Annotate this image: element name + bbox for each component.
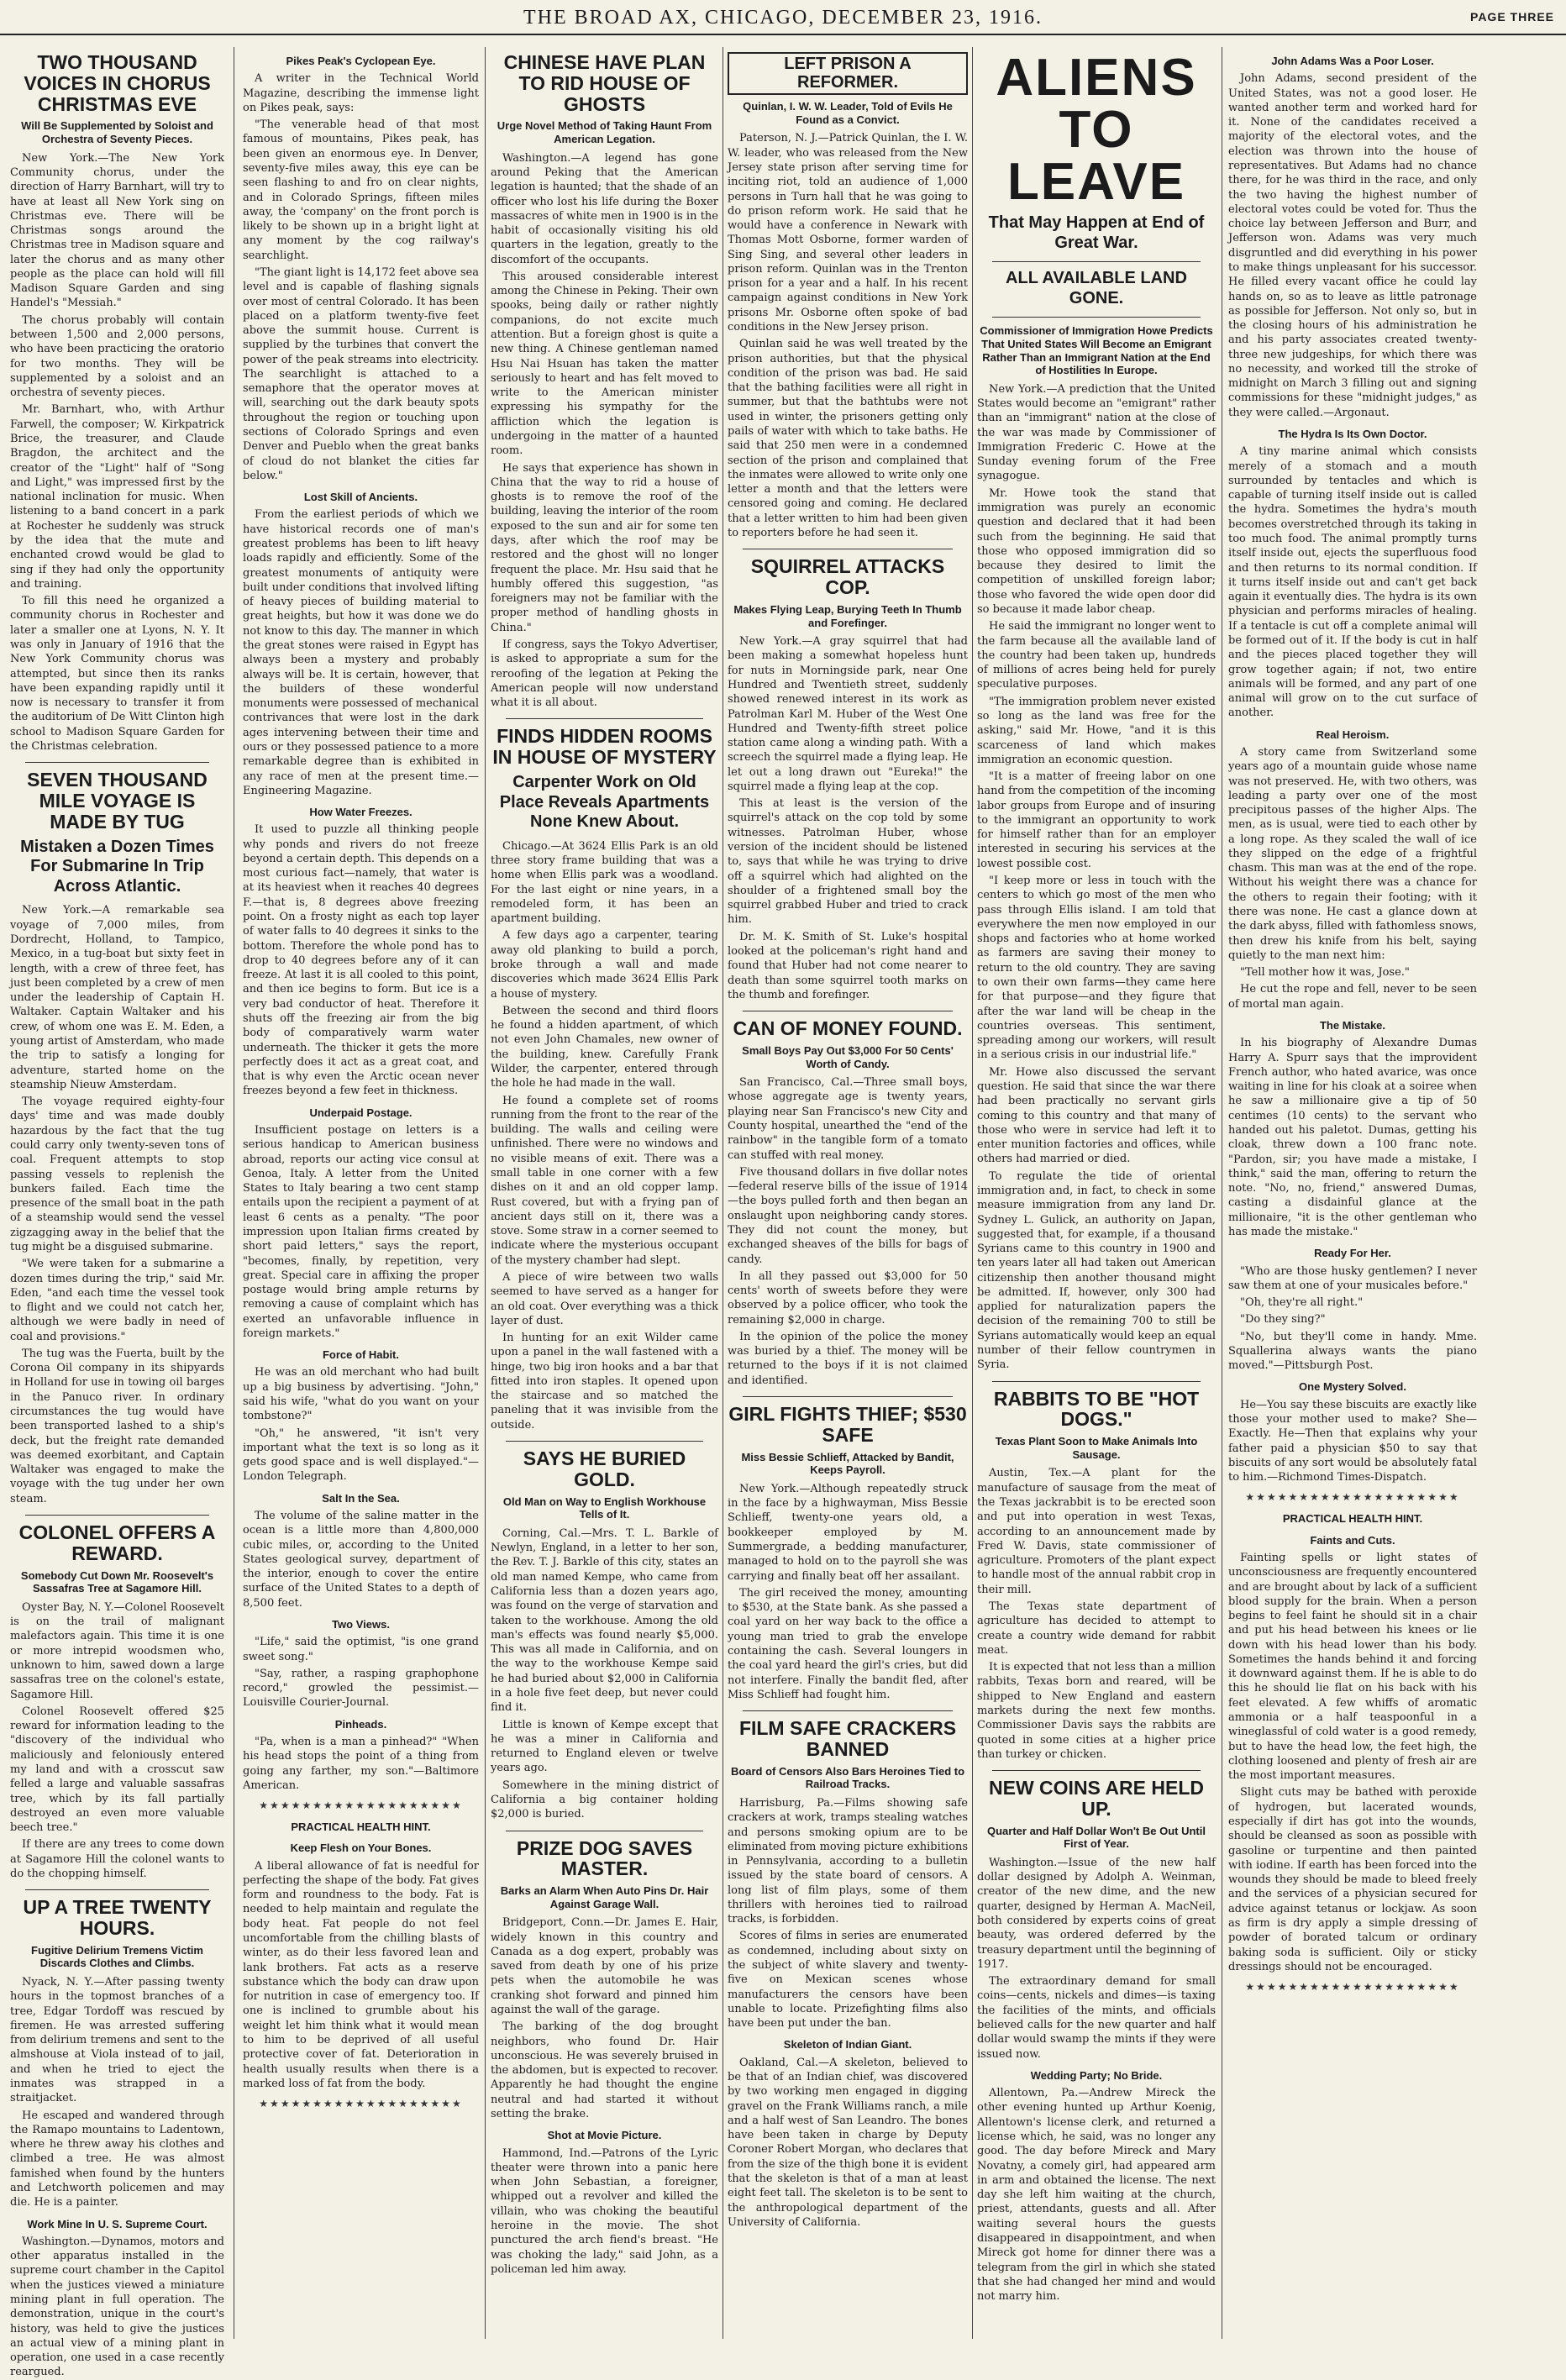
paragraph: The extraordinary demand for small coins—cents, nickels and dimes—is taxing the facilities of the mints, and officials believed calls for the new quarter and half dollar would swamp the mints if they were issued now. <box>977 1975 1216 2061</box>
paragraph: New York.—A remarkable sea voyage of 7,000 miles, from Dordrecht, Holland, to Tampico, Mexico, in a tug-boat but sixty feet in length, with a crew of three feet, has just been completed by a crew of men under the leadership of Captain H. Waltaker. Captain Waltaker and his crew, of whom one was E. M. Eden, a young artist of Amsterdam, who made the trip to satisfy a longing for adventure, started home on the steamship Nieuw Amsterdam. <box>10 904 224 1091</box>
paragraph: In all they passed out $3,000 for 50 cents' worth of sweets before they were observed by a police officer, who took the remaining $2,000 in charge. <box>728 1269 968 1327</box>
paragraph: John Adams, second president of the United States, was not a good loser. He wanted another term and worked hard for it. None of the candidates received a majority of the electoral votes, and the election was thrown into the house of representatives. But Adams had no chance there, for he was third in the race, and only the two having the highest number of electoral votes could be voted for. Thus the choice lay between Jefferson and Burr, and Jefferson won. Adams was very much disgruntled and did everything in his power to make things unpleasant for his successor. He filled every vacant office he could lay hands on, so as to leave as little patronage as possible for Jefferson. Not only so, but in the closing hours of his administration he and his party associates created twenty-three new judgeships, for which there was no necessity, and worked till the stroke of midnight on March 3 filling out and signing commissions for these "midnight judges," as they were called.—Argonaut. <box>1228 72 1477 419</box>
deck: That May Happen at End of Great War. <box>988 213 1205 252</box>
paragraph: Between the second and third floors he found a hidden apartment, of which not even John Chamales, new owner of the building, knew. Carefully Frank Wilder, the carpenter, entered through the hole he had made in the wall. <box>491 1004 718 1090</box>
paragraph: New York.—A prediction that the United States would become an "emigrant" rather than an "immigrant" nation at the close of the war was made by Commissioner of Immigration Frederic C. Howe at the Sunday evening forum of the Free synagogue. <box>977 382 1216 483</box>
divider <box>743 1710 953 1711</box>
subhead: Small Boys Pay Out $3,000 For 50 Cents' Worth of Candy. <box>742 1043 954 1070</box>
section-title: Real Heroism. <box>1316 728 1390 741</box>
headline: RABBITS TO BE "HOT DOGS." <box>993 1387 1200 1431</box>
paragraph: Little is known of Kempe except that he was a miner in California and returned to England eleven or twelve years ago. <box>491 1718 718 1775</box>
paragraph: "Tell mother how it was, Jose." <box>1240 966 1410 980</box>
paragraph: It is expected that not less than a million rabbits, Texas born and reared, will be shipped to New England and eastern markets during the next few months. Commissioner Davis says the rabbits are quoted in some cities at a higher price than turkey or chicken. <box>977 1661 1216 1761</box>
paragraph: He was an old merchant who had built up a big business by advertising. "John," said his wife, "what do you want on your tombstone?" <box>243 1366 479 1423</box>
section-title: Skeleton of Indian Giant. <box>783 2038 912 2052</box>
paragraph: The barking of the dog brought neighbors, who found Dr. Hair unconscious. He was severely bruised in the abdomen, but is expected to recover. Apparently he had thought the engine neutral and had started it without setting the brake. <box>491 2020 718 2121</box>
column-6 <box>1228 47 1477 2339</box>
paragraph: This at least is the version of the squirrel's attack on the cop told by some witnesses. Patrolman Huber, whose version of the incident should be listened to, says that while he was trying to drive off a squirrel which had alighted on the shoulder of a frightened small boy the squirrel grabbed Huber and tried to crack him. <box>728 797 968 927</box>
section-title: Wedding Party; No Bride. <box>1030 2068 1163 2082</box>
subhead: Somebody Cut Down Mr. Roosevelt's Sassafras Tree at Sagamore Hill. <box>20 1568 214 1595</box>
subhead: Barks an Alarm When Auto Pins Dr. Hair Against Garage Wall. <box>500 1884 709 1910</box>
paragraph: "Do they sing?" <box>1240 1313 1326 1327</box>
section-title: Pinheads. <box>334 1717 387 1731</box>
section-title: PRACTICAL HEALTH HINT. <box>1282 1512 1423 1526</box>
subhead: Will Be Supplemented by Soloist and Orchestra of Seventy Pieces. <box>21 119 213 146</box>
section-title: Underpaid Postage. <box>309 1106 413 1119</box>
paragraph: "The venerable head of that most famous of mountains, Pikes peak, has been given an enormous eye. In Denver, seventy-five miles away, this eye can be seen flashing to and fro on clear nights, and in Colorado Springs, fifteen miles away, the 'company' on the front porch is likely to be shown up in a bright light at any moment by the cog railway's searchlight. <box>243 118 479 262</box>
subhead: Quinlan, I. W. W. Leader, Told of Evils He Found as a Convict. <box>743 100 953 126</box>
paragraph: A liberal allowance of fat is needful for perfecting the shape of the body. Fat gives form and roundness to the body. Fat is needed to help maintain and regulate the body heat. Fat people do not feel uncomfortable from the chilling blasts of winter, as do their less favored lean and lank brothers. Fat acts as a reserve substance which the body can draw upon for nutrition in case of emergency too. If one is inclined to grumble about his weight let him think what it would mean to him to be deprived of all useful protective cover of fat. Deterioration in health usually results when there is a marked loss of fat from the body. <box>243 1859 479 2090</box>
paragraph: "Pa, when is a man a pinhead?" "When his head stops the point of a thing from going any farther, my son."—Baltimore American. <box>243 1735 479 1792</box>
section-title: Faints and Cuts. <box>1310 1533 1395 1547</box>
headline: SAYS HE BURIED GOLD. <box>523 1447 686 1490</box>
section-title: Force of Habit. <box>322 1348 399 1362</box>
divider <box>506 718 703 719</box>
star-divider: ★★★★★★★★★★★★★★★★★★★★ <box>1245 1491 1460 1504</box>
subhead: Board of Censors Also Bars Heroines Tied to Railroad Tracks. <box>730 1764 965 1791</box>
page-number: PAGE THREE <box>1470 10 1554 24</box>
headline: TWO THOUSAND VOICES IN CHORUS CHRISTMAS EVE <box>24 51 211 115</box>
headline: COLONEL OFFERS A REWARD. <box>18 1521 216 1564</box>
paragraph: Mr. Barnhart, who, with Arthur Farwell, the composer; W. Kirkpatrick Brice, the treasurer, and Claude Bragdon, the architect and the creator of the "Light" half of "Song and Light," was impressed first by the national inclination for music. When listening to a band concert in a park at Rochester he suddenly was struck by the idea that the mute and enchanted crowd would be glad to sing if they had only the opportunity and training. <box>10 403 224 591</box>
paragraph: Paterson, N. J.—Patrick Quinlan, the I. W. W. leader, who was released from the New Jersey state prison after serving time for inciting riot, told an audience of 1,000 persons in Turn hall that he was going to do prison reform work. He said that he would have a conference in Newark with Thomas Mott Osborne, former warden of Sing Sing, and several other leaders in prison reform. Quinlan was in the Trenton prison for a year and a half. In his recent campaign against conditions in New York prisons Mr. Osborne often spoke of bad conditions in the New Jersey prison. <box>728 132 968 334</box>
paragraph: Dr. M. K. Smith of St. Luke's hospital looked at the policeman's right hand and found that Huber had not come nearer to death than some squirrel tooth marks on the thumb and forefinger. <box>728 930 968 1001</box>
paragraph: In hunting for an exit Wilder came upon a panel in the wall fastened with a hinge, two big iron hooks and a bar that fitted into iron staples. It opened upon the staircase and so matched the paneling that it was invisible from the outside. <box>491 1332 718 1432</box>
paragraph: The girl received the money, amounting to $530, at the State bank. As she passed a coal yard on her way back to the office a young man tried to grab the envelope containing the cash. Several loungers in the coal yard heard the girl's cries, but did not interfere. Finally the bandit fled, after Miss Schlieff had fought him. <box>728 1586 968 1701</box>
column-4 <box>728 47 968 2339</box>
paragraph: "It is a matter of freeing labor on one hand from the competition of the incoming labor groups from Europe and of insuring to the immigrant an opportunity to work for himself rather than for an employer interested in securing his services at the lowest possible cost. <box>977 770 1216 870</box>
headline: FILM SAFE CRACKERS BANNED <box>738 1717 957 1760</box>
section-title: Two Views. <box>332 1617 390 1631</box>
deck: Mistaken a Dozen Times For Submarine In Trip Across Atlantic. <box>20 837 214 896</box>
star-divider: ★★★★★★★★★★★★★★★★★★★ <box>259 1799 463 1812</box>
headline: CHINESE HAVE PLAN TO RID HOUSE OF GHOSTS <box>503 51 706 115</box>
paragraph: "The giant light is 14,172 feet above sea level and is capable of flashing signals over most of central Colorado. It has been placed on a platform twenty-five feet above the summit house. Current is supplied by the turbines that convert the power of the peak streams into electricity. The searchlight is attached to a semaphore that the operator moves at will, searching out the dark beauty spots throughout the region or touching upon sections of Colorado Springs and even Denver and Pueblo when the great banks of cloud do not blanket the cities far below." <box>243 265 479 482</box>
divider <box>992 1770 1201 1771</box>
paragraph: The chorus probably will contain between 1,500 and 2,000 persons, who have been practicing the oratorio for two months. They will be supplemented by a soloist and an orchestra of seventy pieces. <box>10 313 224 400</box>
paragraph: The tug was the Fuerta, built by the Corona Oil company in its shipyards in Holland for use in towing oil barges in the Panuco river. In ordinary circumstances the tug would have been transported lashed to a ship's deck, but the freight rate demanded was deemed exorbitant, and Captain Waltaker was engaged to make the voyage with the tug under her own steam. <box>10 1347 224 1505</box>
paragraph: If there are any trees to come down at Sagamore Hill the colonel wants to do the chopping himself. <box>10 1838 224 1880</box>
section-title: How Water Freezes. <box>309 806 413 819</box>
paragraph: Nyack, N. Y.—After passing twenty hours in the topmost branches of a tree, Edgar Tordoff was rescued by firemen. He was arrested suffering from delirium tremens and sent to the almshouse at Viola instead of to jail, and when he tried to eject the inmates was strapped in a straitjacket. <box>10 1976 224 2105</box>
paragraph: "No, but they'll come in handy. Mme. Squallerina always wants the piano moved."—Pittsburgh Post. <box>1228 1330 1477 1373</box>
paragraph: This aroused considerable interest among the Chinese in Peking. Their own spooks, being daily or rather nightly companions, do not excite much attention. But a foreign ghost is quite a new thing. A Chinese gentleman named Hsu Nai Hsuan has taken the matter seriously to heart and has felt moved to write to the American minister expressing his sympathy for the affliction which the legation is undergoing in the matter of a haunted room. <box>491 270 718 458</box>
section-title: Lost Skill of Ancients. <box>303 491 418 504</box>
paragraph: "Life," said the optimist, "is one grand sweet song." <box>243 1636 479 1663</box>
paragraph: "I keep more or less in touch with the centers to which go most of the men who pass through Ellis island. I am told that everywhere the men now employed in our shops and factories who at home worked as farmers are saving their money to return to the old country. They are saving to own their own farms—they came here for that purpose—and they figure that after the war land will be cheap in the countries overseas. This sentiment, spreading among our workers, will result in a serious crisis in our industrial life." <box>977 875 1216 1062</box>
paragraph: "Oh, they're all right." <box>1240 1296 1364 1310</box>
divider <box>743 1396 953 1397</box>
paragraph: San Francisco, Cal.—Three small boys, whose aggregate age is twenty years, playing near San Francisco's new City and County hospital, unearthed the "end of the rainbow" in the tangible form of a tomato can stuffed with real money. <box>728 1076 968 1162</box>
divider <box>992 1381 1201 1382</box>
headline: SEVEN THOUSAND MILE VOYAGE IS MADE BY TUG <box>27 769 208 833</box>
section-title: Shot at Movie Picture. <box>547 2129 662 2142</box>
paragraph: New York.—A gray squirrel that had been making a somewhat hopeless hunt for nuts in Morningside park, near One Hundred and Twentieth street, suddenly showed renewed interest in its work as Patrolman Karl M. Huber of the West One Hundred and Twenty-fifth street police station came along a winding path. With a screech the squirrel made a flying leap. He let out a long drawn out "Eureka!" the squirrel made a flying leap at the cop. <box>728 635 968 793</box>
subhead: Quarter and Half Dollar Won't Be Out Until First of Year. <box>987 1824 1206 1851</box>
headline: SQUIRREL ATTACKS COP. <box>750 555 945 599</box>
headline: NEW COINS ARE HELD UP. <box>989 1777 1204 1820</box>
deck: Carpenter Work on Old Place Reveals Apartments None Knew About. <box>499 773 710 832</box>
headline: FINDS HIDDEN ROOMS IN HOUSE OF MYSTERY <box>492 725 717 769</box>
paragraph: Washington.—Issue of the new half dollar designed by Adolph A. Weinman, creator of the new dime, and the new quarter, designed by Herman A. MacNeil, both considered by experts coins of great beauty, was ordered deferred by the treasury department until the beginning of 1917. <box>977 1856 1216 1971</box>
star-divider: ★★★★★★★★★★★★★★★★★★★ <box>259 2098 463 2110</box>
divider <box>992 261 1201 262</box>
divider <box>25 1515 209 1516</box>
paragraph: In his biography of Alexandre Dumas Harry A. Spurr says that the improvident French author, who hated avarice, was once waiting in line for his cloak at a soiree when he saw a millionaire give a tip of 50 centimes (10 cents) to the servant who handed out his paletot. Dumas, getting his cloak, threw down a 100 franc note. "Pardon, sir; you have made a mistake, I think," said the man, offering to return the note. "No, no, friend," answered Dumas, casting a disdainful glance at the millionaire, "it is the other gentleman who has made the mistake." <box>1228 1037 1477 1238</box>
paragraph: A tiny marine animal which consists merely of a stomach and a mouth surrounded by tentacles and which is capable of turning itself inside out is called the hydra. Sometimes the hydra's mouth becomes overstretched through its taking in too much food. The animal promptly turns itself inside out, ejects the superfluous food and then returns to its normal condition. If it turns itself inside out and can't get back again it eventually dies. The hydra is its own physician and performs miracles of healing. If a tentacle is cut off a complete animal will be formed out of it. If the body is cut in half and the pieces placed together they will grow together again; if not, two entire animals will be formed, and any part of one animal will grow on to the cut surface of another. <box>1228 445 1477 720</box>
section-title: The Hydra Is Its Own Doctor. <box>1278 428 1427 441</box>
paragraph: He says that experience has shown in China that the way to rid a house of ghosts is to remove the roof of the building, leaving the interior of the room exposed to the sun and air for some ten days, after which the roof may be restored and the ghost will no longer frequent the place. Mr. Hsu said that he humbly offered this suggestion, "as foreigners may not be familiar with the proper method of handling ghosts in China." <box>491 461 718 634</box>
paragraph: Washington.—Dynamos, motors and other apparatus installed in the supreme court chamber in the Capitol when the justices viewed a miniature mining plant in full operation. The demonstration, unique in the court's history, was held to give the justices an actual view of a mining plant in operation, one used in a case recently reargued. <box>10 2235 224 2379</box>
deck: ALL AVAILABLE LAND GONE. <box>1006 269 1187 307</box>
paragraph: Mr. Howe took the stand that immigration was purely an economic question and declared that it had been such from the beginning. He said that those who opposed immigration did so because they desired to limit the competition of unskilled foreign labor; those who favored the wide open door did so because it made labor cheap. <box>977 486 1216 616</box>
column-rule <box>972 47 973 2339</box>
paragraph: Oyster Bay, N. Y.—Colonel Roosevelt is on the trail of malignant malefactors again. This time it is one or more intrepid woodsmen who, unknown to him, sawed down a large sassafras tree on the colonel's estate, Sagamore Hill. <box>10 1600 224 1701</box>
paragraph: Slight cuts may be bathed with peroxide of hydrogen, but lacerated wounds, especially if dirt has got into the wounds, should be cleansed as soon as possible with gasoline or turpentine and then painted with iodine. If earth has been forced into the wounds they should be made to bleed freely and the services of a physician secured for advice against tetanus or lockjaw. As soon as firm is dry apply a simple dressing of powder of borated talcum or ordinary baking soda is sufficient. Oily or sticky dressings should not be encouraged. <box>1228 1786 1477 1973</box>
paragraph: Oakland, Cal.—A skeleton, believed to be that of an Indian chief, was discovered by two working men engaged in digging gravel on the Frank Williams ranch, a mile and a half west of San Leandro. The bones have been taken in charge by Deputy Coroner Robert Morgan, who declares that from the size of the thigh bone it is evident that the skeleton is that of a man at least eight feet tall. The skeleton is to be sent to the anthropological department of the University of California. <box>728 2056 968 2229</box>
section-title: Ready For Her. <box>1314 1247 1391 1260</box>
subhead: Old Man on Way to English Workhouse Tells of It. <box>502 1495 707 1521</box>
headline: ALIENS TO LEAVE <box>996 49 1197 211</box>
paragraph: The voyage required eighty-four days' time and was made doubly hazardous by the fact that the tug could carry only twenty-seven tons of coal. Frequent attempts to stop passing vessels to replenish the bunkers failed. Each time the presence of the small boat in the path of a steamship would send the vessel zigzagging away in the belief that the tug might be a disguised submarine. <box>10 1095 224 1253</box>
paragraph: Chicago.—At 3624 Ellis Park is an old three story frame building that was a home when Ellis park was a woodland. For the last eight or nine years, in a remodeled form, it has been an apartment building. <box>491 839 718 926</box>
paragraph: The Texas state department of agriculture has decided to attempt to create a country wide demand for rabbit meat. <box>977 1600 1216 1657</box>
subhead: Texas Plant Soon to Make Animals Into Sausage. <box>995 1435 1198 1461</box>
headline: LEFT PRISON A REFORMER. <box>728 52 968 95</box>
paragraph: He found a complete set of rooms running from the front to the rear of the building. The walls and ceiling were unfinished. There were no windows and no visible means of exit. There was a small table in one corner with a few dishes on it and an old copper lamp. Rust covered, but with a frying pan of ancient days still on it, there was a stove. Some straw in a corner seemed to indicate where the mysterious occupant of the mystery chamber had slept. <box>491 1094 718 1267</box>
paragraph: Corning, Cal.—Mrs. T. L. Barkle of Newlyn, England, in a letter to her son, the Rev. T. J. Barkle of this city, states an old man named Kempe, who came from California less than a dozen years ago, was found on the verge of starvation and taken to the workhouse. Among the old man's effects was found nearly $5,000. This was all made in California, and on the way to the workhouse Kempe said he had buried about $2,000 in California in a hole five feet deep, but never could find it. <box>491 1526 718 1715</box>
paragraph: A writer in the Technical World Magazine, describing the immense light on Pikes peak, says: <box>243 72 479 114</box>
paragraph: "Oh," he answered, "it isn't very important what the text is so long as it gets good space and is well displayed."—London Telegraph. <box>243 1426 479 1484</box>
divider <box>25 762 209 763</box>
section-title: PRACTICAL HEALTH HINT. <box>291 1820 431 1834</box>
paragraph: Harrisburg, Pa.—Films showing safe crackers at work, tramps stealing watches and persons smoking opium are to be eliminated from moving picture exhibitions in Pennsylvania, according to a bulletin issued by the state board of censors. A long list of film plays, some of them thrillers with heroines tied to railroad tracks, is forbidden. <box>728 1796 968 1926</box>
paragraph: "The immigration problem never existed so long as the land was free for the asking," said Mr. Howe, "and it is this scarceness of land which makes immigration an economic question. <box>977 695 1216 766</box>
paragraph: Quinlan said he was well treated by the prison authorities, but that the physical condition of the prison was bad. He said that the bathing facilities were all right in summer, but that the bathtubs were not used in winter, the prisoners getting only pails of water with which to take baths. He said that 250 men were in a condemned section of the prison and complained that the inmates were allowed to write only one letter a month and that the letters were censored going and coming. He declared that a letter written to him had been given to reporters before he had seen it. <box>728 338 968 539</box>
paragraph: A piece of wire between two walls seemed to have served as a hanger for an old coat. Over everything was a thick layer of dust. <box>491 1270 718 1327</box>
section-title: The Mistake. <box>1319 1019 1386 1032</box>
paragraph: It used to puzzle all thinking people why ponds and rivers do not freeze beyond a certain depth. This depends on a most curious fact—namely, that water is at its heaviest when it reaches 40 degrees F.—that is, 8 degrees above freezing point. On a frosty night as each top layer of water falls to 40 degrees it sinks to the bottom. Therefore the whole pond has to drop to 40 degrees before any of it can freeze. At last it is all cooled to this point, and then ice begins to form. But ice is a very bad conductor of heat. Therefore it shuts off the freezing air from the big body of comparatively warm water underneath. The thicker it gets the more perfectly does it act as a great coat, and that is why even the Arctic ocean never freezes beyond a few feet in thickness. <box>243 823 479 1098</box>
paragraph: "We were taken for a submarine a dozen times during the trip," said Mr. Eden, "and each time the vessel took to flight and we could not catch her, although we were badly in need of coal and provisions." <box>10 1258 224 1343</box>
paragraph: He escaped and wandered through the Ramapo mountains to Ladentown, where he threw away his clothes and climbed a tree. He was almost famished when found by the hunters and Letchworth policemen and may die. He is a painter. <box>10 2109 224 2209</box>
headline: GIRL FIGHTS THIEF; $530 SAFE <box>728 1403 967 1446</box>
paragraph: Hammond, Ind.—Patrons of the Lyric theater were thrown into a panic here when John Sebastian, a foreigner, whipped out a revolver and killed the villain, who was choking the beautiful heroine in the movie. The shot punctured the arch fiend's breast. "He was choking the lady," said John, as a policeman led him away. <box>491 2146 718 2276</box>
divider <box>506 1441 703 1442</box>
column-5 <box>977 47 1216 2339</box>
section-title: Keep Flesh on Your Bones. <box>290 1841 432 1855</box>
paragraph: Mr. Howe also discussed the servant question. He said that since the war there had been practically no servant girls coming to this country and that many of those who were in service had left it to enter munition factories and offices, while others had married or died. <box>977 1065 1216 1166</box>
paragraph: A few days ago a carpenter, tearing away old planking to build a porch, broke through a wall and made discoveries which made 3624 Ellis Park a house of mystery. <box>491 929 718 1001</box>
paragraph: Five thousand dollars in five dollar notes—federal reserve bills of the issue of 1914—the boys pulled forth and then began an onslaught upon neighboring candy stores. They did not count the money, but exchanged sheaves of the bills for bags of candy. <box>728 1165 968 1266</box>
column-rule <box>485 47 486 2339</box>
paragraph: Scores of films in series are enumerated as condemned, including about sixty on the subject of white slavery and twenty-five on Mexican scenes whose manufacturers the censors have been unable to locate. Prizefighting films also have been put under the ban. <box>728 1930 968 2031</box>
paragraph: He cut the rope and fell, never to be seen of mortal man again. <box>1228 983 1477 1011</box>
paragraph: A story came from Switzerland some years ago of a mountain guide whose name was not preserved. He, with two others, was leading a party over one of the most precipitous passes of the higher Alps. The men, as is usual, were tied to each other by a long rope. As they scaled the wall of ice they slipped on the edge of a frightful chasm. This man was at the end of the rope. Without his weight there was a chance for the others to regain their footing; with it there was none. He cast a glance down at the dark abyss, filled with fathomless snows, then drew his knife from his belt, saying quietly to the man next him: <box>1228 745 1477 962</box>
paragraph: Austin, Tex.—A plant for the manufacture of sausage from the meat of the Texas jackrabbit is to be erected soon and put into operation in west Texas, according to an announcement made by Fred W. Davis, state commissioner of agriculture. Promoters of the plant expect to handle most of the annual rabbit crop in their mill. <box>977 1467 1216 1596</box>
paragraph: He said the immigrant no longer went to the farm because all the available land of the country had been taken up, hundreds of millions of acres being held for purely speculative purposes. <box>977 620 1216 691</box>
star-divider: ★★★★★★★★★★★★★★★★★★★★ <box>1245 1981 1460 1994</box>
paragraph: Washington.—A legend has gone around Peking that the American legation is haunted; that the shade of an officer who lost his life during the Boxer massacres of white men in 1900 is in the habit of occasionally visiting his old quarters in the legation, greatly to the discomfort of the occupants. <box>491 151 718 266</box>
paragraph: If congress, says the Tokyo Advertiser, is asked to appropriate a sum for the reroofing of the legation at Peking the American people will now understand what it is all about. <box>491 638 718 710</box>
headline: UP A TREE TWENTY HOURS. <box>23 1896 212 1940</box>
paragraph: The volume of the saline matter in the ocean is a little more than 4,800,000 cubic miles, or, according to the United States geological survey, department of the interior, enough to cover the entire surface of the United States to a depth of 8,500 feet. <box>243 1510 479 1610</box>
paragraph: In the opinion of the police the money was buried by a thief. The money will be returned to the boys if it is not claimed and identified. <box>728 1330 968 1387</box>
paragraph: "Say, rather, a rasping graphophone record," growled the pessimist.—Louisville Courier-Journal. <box>243 1667 479 1710</box>
paragraph: To regulate the tide of oriental immigration and, in fact, to check in some measure immigration from any land Dr. Sydney L. Gulick, an authority on Japan, suggested that, for example, if a thousand Syrians came to this country in 1900 and ten years later all had taken out American citizenship then another thousand might be admitted. If, however, only 300 had applied for naturalization papers the decision of the remaining 700 to still be Syrians automatically would keep an equal number of their fellow countrymen in Syria. <box>977 1169 1216 1372</box>
column-3 <box>491 47 718 2339</box>
section-title: Work Mine In U. S. Supreme Court. <box>27 2217 208 2230</box>
paragraph: Bridgeport, Conn.—Dr. James E. Hair, widely known in this country and Canada as a dog expert, probably was saved from death by one of his prize pets when the automobile he was cranking shot forward and pinned him against the wall of the garage. <box>491 1916 718 2017</box>
paragraph: Allentown, Pa.—Andrew Mireck the other evening hunted up Arthur Koenig, Allentown's license clerk, and returned a license which, he said, was no longer any good. The day before Mireck and Mary Novatny, a comely girl, had appeared arm in arm and obtained the license. The next day she left him waiting at the church, priest, attendants, guests and all. After waiting several hours the guests disappeared in disappointment, and when Mireck got home for dinner there was a telegram from the girl in which she stated that she had changed her mind and would not marry him. <box>977 2087 1216 2304</box>
paragraph: New York.—Although repeatedly struck in the face by a highwayman, Miss Bessie Schlieff, twenty-one years old, a bookkeeper employed by M. Summergrade, a bedding manufacturer, managed to hold on to the payroll she was carrying and finally beat off her assailant. <box>728 1482 968 1583</box>
divider <box>992 317 1201 318</box>
subhead: Commissioner of Immigration Howe Predicts That United States Will Become an Emigrant Rather Than an Immigrant Nation at the End of Hostilities In Europe. <box>980 324 1213 377</box>
paragraph: New York.—The New York Community chorus, under the direction of Harry Barnhart, will try to have at least all New York sing on Christmas eve. There will be Christmas songs around the Christmas tree in Madison square and later the chorus and as many other people as the place can hold will fill Madison Square Garden and sing Handel's "Messiah." <box>10 151 224 310</box>
section-title: Salt In the Sea. <box>322 1491 400 1505</box>
masthead <box>0 0 1566 30</box>
paragraph: "Who are those husky gentlemen? I never saw them at one of your musicales before." <box>1228 1264 1477 1292</box>
paragraph: He—You say these biscuits are exactly like those your mother used to make? She—Exactly. He—Then that explains why your father paid a physician $50 to say that biscuits of any sort would be absolutely fatal to him.—Richmond Times-Dispatch. <box>1228 1398 1477 1484</box>
column-2 <box>243 47 479 2339</box>
column-1 <box>10 47 224 2379</box>
subhead: Makes Flying Leap, Burying Teeth In Thumb and Forefinger. <box>733 602 962 629</box>
section-title: Pikes Peak's Cyclopean Eye. <box>286 55 436 67</box>
headline: CAN OF MONEY FOUND. <box>733 1017 963 1040</box>
paragraph: Colonel Roosevelt offered $25 reward for information leading to the "discovery of the individual who maliciously and feloniously entered my land and with a crosscut saw felled a large and valuable sassafras tree, which by its fall partially destroyed an even more valuable beech tree." <box>10 1705 224 1835</box>
masthead-rule <box>0 34 1566 35</box>
paragraph: From the earliest periods of which we have historical records one of man's greatest problems has been to lift heavy loads rapidly and efficiently. Some of the greatest monuments of antiquity were built under conditions that involved lifting of heavy pieces of building material to great heights, but how it was done we do not know to this day. The manner in which the great stones were raised in Egypt has always been a mystery and probably always will be. It is certain, however, that the builders of these wonderful monuments were possessed of mechanical contrivances that were lost in the dark ages intervening between their time and ours or they possessed patience to a more remarkable degree than is exhibited in any race of men at the present time.—Engineering Magazine. <box>243 508 479 797</box>
subhead: Urge Novel Method of Taking Haunt From American Legation. <box>497 119 712 146</box>
paragraph: Somewhere in the mining district of California a big container holding $2,000 is buried. <box>491 1778 718 1821</box>
masthead-title: THE BROAD AX, CHICAGO, DECEMBER 23, 1916. <box>523 7 1043 29</box>
section-title: John Adams Was a Poor Loser. <box>1271 55 1434 67</box>
headline: PRIZE DOG SAVES MASTER. <box>516 1836 693 1880</box>
section-title: One Mystery Solved. <box>1299 1380 1406 1394</box>
paragraph: Fainting spells or light states of unconsciousness are frequently encountered and are brought about by lack of a sufficient blood supply for the brain. When a person begins to feel faint he should sit in a chair and put his head between his knees or lie down with his head lower than his body. Sometimes the hands behind it and forcing it downward against them. If he is able to do this he should lie flat on his back with his feet elevated. A few whiffs of aromatic ammonia or a half teaspoonful in a wineglassful of cold water is a good remedy, but to have the head low, the feet high, the clothing loosened and plenty of fresh air are the most important measures. <box>1228 1551 1477 1783</box>
divider <box>25 1889 209 1890</box>
paragraph: To fill this need he organized a community chorus in Rochester and later a smaller one at Lyons, N. Y. It was only in January of 1916 that the New York Community chorus was attempted, but since then its ranks have been expanding rapidly until it now is necessary to transfer it from the auditorium of De Witt Clinton high school to Madison Square Garden for the Christmas celebration. <box>10 595 224 753</box>
subhead: Fugitive Delirium Tremens Victim Discards Clothes and Climbs. <box>31 1943 203 1970</box>
subhead: Miss Bessie Schlieff, Attacked by Bandit, Keeps Payroll. <box>741 1450 954 1477</box>
paragraph: Insufficient postage on letters is a serious handicap to American business abroad, reports our acting vice consul at Genoa, Italy. A letter from the United States to Italy bearing a two cent stamp entails upon the recipient a payment of at least 6 cents as a penalty. "The poor impression upon Italian firms created by short paid letters," says the report, "becomes, finally, by repetition, very great. Special care in affixing the proper postage would bring ample returns by removing a cause of complaint which has exerted an unfavorable influence in foreign markets." <box>243 1123 479 1340</box>
